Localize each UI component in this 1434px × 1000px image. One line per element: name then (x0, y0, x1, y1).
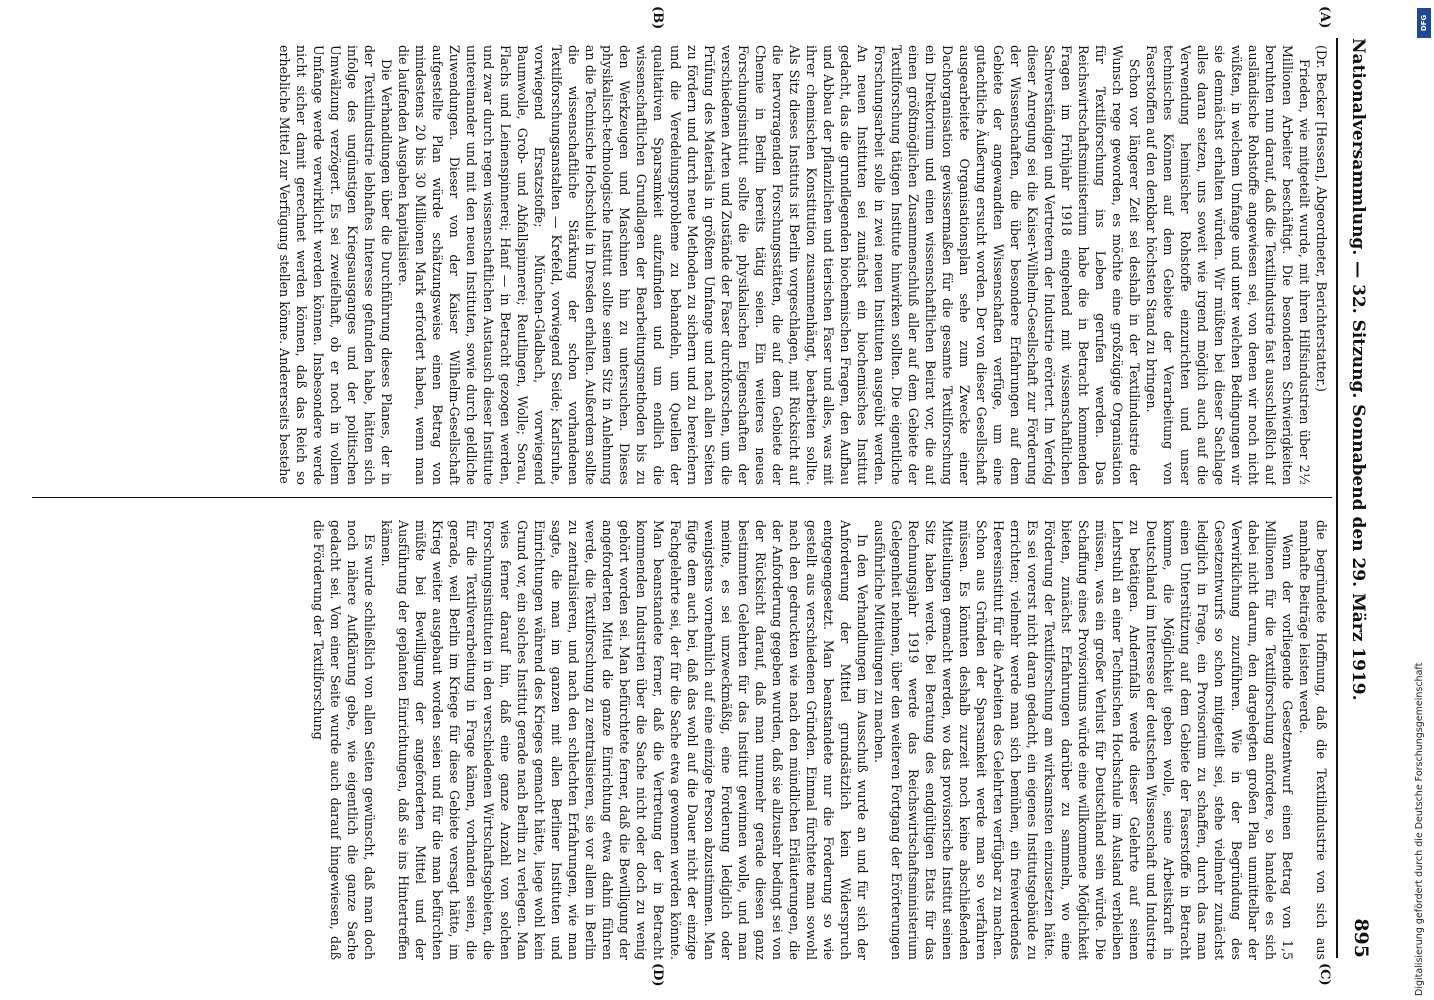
running-head: Nationalversammlung. — 32. Sitzung. Sonnabend den 29. März 1919. (1348, 38, 1368, 701)
paragraph: die begründete Hoffnung, daß die Textilindustrie von sich aus namhafte Beiträge leisten werde. (1297, 520, 1329, 960)
paragraph: Frieden, wie mitgeteilt wurde, mit ihren Hilfsindustrien über 2½ Millionen Arbeiter beschäftigt. Die besonderen Schwierigkeiten beruhten nun darauf, daß die Textilindustrie fast ausschließlich auf ausländische Rohstoffe angewiesen sei, von denen wir noch nicht wüßten, in welchem Umfange und unter welchen Bedingungen wir sie demnächst erhalten würden. Wir müßten bei dieser Sachlage alles daran setzen, uns soweit wie irgend möglich auch auf die Verwendung heimischer Rohstoffe einzurichten und unser technisches Können auf dem Gebiete der Verarbeitung von Faserstoffen auf den denkbar höchsten Stand zu bringen. (1144, 45, 1312, 485)
page-header (1336, 38, 1380, 958)
paragraph: Wenn der vorliegende Gesetzentwurf einen Betrag von 1,5 Millionen für die Textilforschung anfordere, so handele es sich dabei nicht darum, den dargelegten großen Plan unmittelbar der Verwirklichung zuzuführen. Wie in der Begründung des Gesetzentwurfs so schon mitgeteilt sei, stehe vielmehr zunächst lediglich in Frage, ein Provisorium zu schaffen, durch das man einen Unterstützung auf dem Gebiete der Faserstoffe in Betracht komme, die Möglichkeit geben wolle, seine Arbeitskraft in Deutschland im Interesse der deutschen Wissenschaft und Industrie zu betätigen. Andernfalls werde dieser Gelehrte auf seinen Lehrstuhl an einer Technischen Hochschule im Ausland verbleiben müssen, was ein großer Verlust für Deutschland sein würde. Die Schaffung eines Provisoriums würde eine willkommene Möglichkeit bieten, zunächst Erfahrungen darüber zu sammeln, wo eine Förderung der Textilforschung am wirksamsten einzusetzen hätte. Es sei vorerst nicht daran gedacht, ein eigenes Institutsgebäude zu errichten; vielmehr werde man sich bemühen, ein freiwerdendes Heeresinstitut für die Arbeiten des Gelehrten verfügbar zu machen. Schon aus Gründen der Sparsamkeit werde man so verfahren müssen. Es könnten deshalb zurzeit noch keine abschließenden Mitteilungen gemacht werden, wo das provisorische Institut seinen Sitz haben werde. Bei Beratung des endgültigen Etats für das Rechnungsjahr 1919 werde das Reichswirtschaftsministerium Gelegenheit nehmen, über den weiteren Fortgang der Erörterungen ausführliche Mitteilungen zu machen. (872, 520, 1295, 960)
margin-marker-d: (D) (650, 963, 665, 987)
paragraph: Die Verhandlungen über die Durchführung dieses Planes, der in der Textilindustrie lebhaftes Interesse gefunden habe, hätten sich infolge des ungünstigen Kriegsausganges und der politischen Umwälzung verzögert. Es sei zweifelhaft, ob er noch in vollem Umfange werde verwirklicht werden können. Insbesondere werde nicht sicher damit gerechnet werden können, daß das Reich so erhebliche Mittel zur Verfügung stellen könne. Andererseits bestehe (277, 45, 394, 485)
right-column (25, 520, 1330, 960)
header-rule (1336, 38, 1338, 958)
digitization-credit: Digitalisierung gefördert durch die Deutsche Forschungsgemeinschaft (1414, 662, 1425, 996)
paragraph: Es wurde schließlich von allen Seiten gewünscht, daß man doch noch nähere Aufklärung gebe, wie eigentlich die ganze Sache gedacht sei. Von einer Seite wurde auch darauf hingewiesen, daß die Förderung der Textilforschung (311, 520, 377, 960)
column-divider (32, 497, 1332, 498)
margin-marker-a: (A) (1317, 6, 1332, 29)
margin-marker-b: (B) (650, 6, 665, 30)
speaker-line: (Dr. Becker [Hessen], Abgeordneter, Berichterstatter.) (1314, 45, 1329, 392)
paragraph: Schon vor längerer Zeit sei deshalb in der Textilindustrie der Wunsch rege geworden, es möchte eine großzügige Organisation für Textilforschung ins Leben gerufen werden. Das Reichswirtschaftsministerium habe die in Betracht kommenden Fragen im Frühjahr 1918 eingehend mit wissenschaftlichen Sachverständigen und Vertretern der Industrie erörtert. Im Verfolg dieser Anregung sei die Kaiser-Wilhelm-Gesellschaft zur Förderung der Wissenschaften, die über besondere Erfahrungen auf dem Gebiete der angewandten Wissenschaften verfüge, um eine gutachtliche Äußerung ersucht worden. Der von dieser Gesellschaft ausgearbeitete Organisationsplan sehe zum Zwecke einer Dachorganisation gewissermaßen für die gesamte Textilforschung ein Direktorium und einen wissenschaftlichen Beirat vor, die auf einen größtmöglichen Zusammenschluß aller auf dem Gebiete der Textilforschung tätigen Institute hinwirken sollten. Die eigentliche Forschungsarbeit solle in zwei neuen Instituten ausgeübt werden. An neuen Instituten sei zunächst ein biochemisches Institut gedacht, das die grundlegenden biochemischen Fragen, den Aufbau und Abbau der pflanzlichen und tierischen Faser und alles, was mit ihrer chemischen Konstitution zusammenhängt, bearbeiten sollte. Als Sitz dieses Instituts ist Berlin vorgeschlagen, mit Rücksicht auf die hervorragenden Forschungsstätten, die auf dem Gebiete der Chemie in Berlin bereits tätig seien. Ein weiteres neues Forschungsinstitut sollte die physikalischen Eigenschaften der verschiedenen Arten und Zustände der Faser durchforschen, um die Prüfung des Materials in größtem Umfange und nach allen Seiten zu fördern und durch neue Methoden zu sichern und zu bereichern und die Veredelungsprobleme zu behandeln, um Quellen der qualitativen Sparsamkeit aufzufinden und um endlich die wissenschaftlichen Grundlagen der Bearbeitungsmethoden bis zu den Werkzeugen und Maschinen hin zu untersuchen. Dieses physikalisch-technologische Institut sollte seinen Sitz in Anlehnung an die Technische Hochschule in Dresden erhalten. Außerdem sollte die wissenschaftliche Stärkung der schon vorhandenen Textilforschungsanstalten — Krefeld, vorwiegend Seide; Karlsruhe, vorwiegend Ersatzstoffe; München-Gladbach, vorwiegend Baumwolle, Grob- und Abfallspinnerei; Reutlingen, Wolle; Sorau, Flachs und Leinenspinnerei; Hanf — in Betracht gezogen werden, und zwar durch regen wissenschaftlichen Austausch dieser Institute untereinander und mit den neuen Instituten, sowie durch geldliche Zuwendungen. Dieser von der Kaiser Wilhelm-Gesellschaft aufgestellte Plan würde schätzungsweise einen Betrag von mindestens 20 bis 30 Millionen Mark erfordert haben, wenn man die laufenden Ausgaben kapitalisiere. (396, 45, 1142, 485)
margin-marker-c: (C) (1317, 963, 1332, 986)
page-number: 895 (1350, 918, 1372, 958)
left-column (25, 45, 1330, 485)
paragraph: In den Verhandlungen im Ausschuß wurde an und für sich der Anforderung der Mittel grundsätzlich kein Widerspruch entgegengesetzt. Man beanstandete nur die Forderung so wie gestellt aus verschiedenen Gründen. Einmal fürchtete man sowohl nach den gedruckten wie nach den mündlichen Erläuterungen, die der Anforderung gegeben wurden, daß sie allzusehr bedingt sei von der Rücksicht darauf, daß man nunmehr gerade diesen ganz bestimmten Gelehrten für das Institut gewinnen wolle, und man meinte, es sei unzweckmäßig, eine Forderung lediglich oder wenigstens vornehmlich auf eine einzige Person abzustimmen. Man fügte dem auch bei, daß das wohl auf die Dauer nicht der einzige Fachgelehrte sei, der für die Sache etwa gewonnen werden könnte. Man beanstandete ferner, daß die Vertretung der in Betracht kommenden Industrien über die Sache nicht oder doch zu wenig gehört worden sei. Man befürchtete ferner, daß die Bewilligung der angeforderten Mittel die ganze Einrichtung etwa dahin führen werde, die Textilforschung zu zentralisieren, sie vor allem in Berlin zu zentralisieren, und nach den schlechten Erfahrungen, wie man sagte, die man im ganzen mit allen Berliner Instituten und Einrichtungen während des Krieges gemacht hätte, liege wohl kein Grund vor, ein solches Institut gerade nach Berlin zu verlegen. Man wies ferner darauf hin, daß eine ganze Anzahl von solchen Forschungsinstituten in den verschiedenen Wirtschaftsgebieten, die für die Textilverarbeitung in Frage kämen, vorhanden seien, die gerade, weil Berlin im Kriege für diese Gebiete versagt hätte, im Krieg weiter ausgebaut worden seien und für die man befürchten müßte bei Bewilligung der angeforderten Mittel und der Ausführung der geplanten Einrichtungen, daß sie ins Hintertreffen kämen. (379, 520, 870, 960)
dfg-logo: DFG (1417, 8, 1431, 38)
